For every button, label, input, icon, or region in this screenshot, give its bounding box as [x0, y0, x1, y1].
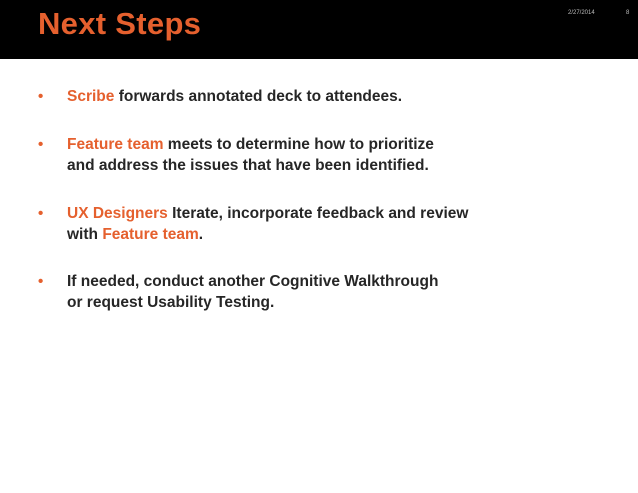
bullet-text: [67, 203, 587, 245]
bullet-line: [67, 271, 587, 292]
ux-designers-label: UX Designers: [67, 205, 168, 222]
bullet-line: [67, 155, 587, 176]
bullet-line-text: or request Usability Testing.: [67, 294, 275, 311]
scribe-label: Scribe: [67, 88, 115, 105]
bullet-line-text: Iterate, incorporate feedback and review: [167, 205, 469, 222]
feature-team-label: Feature team: [102, 226, 199, 243]
bullet-line-text: meets to determine how to prioritize: [163, 136, 434, 153]
slide-title: Next Steps: [38, 6, 202, 41]
bullet-line: [67, 86, 587, 107]
bullet-line-text: with: [67, 226, 103, 243]
bullet-line-text: If needed, conduct another Cognitive Walkthrough: [67, 273, 439, 290]
bullet-line: [67, 224, 587, 245]
bullet-dot-icon: •: [38, 273, 44, 290]
slide-content: [0, 59, 638, 493]
title-bar: [0, 0, 638, 59]
feature-team-label: Feature team: [67, 136, 164, 153]
bullet-dot-icon: •: [38, 88, 44, 105]
bullet-line-text: and address the issues that have been identified.: [67, 157, 429, 174]
bullet-line: [67, 203, 587, 224]
bullet-dot-icon: •: [38, 136, 44, 153]
bullet-line-text: forwards annotated deck to attendees.: [114, 88, 403, 105]
slide-date: 2/27/2014: [568, 10, 595, 16]
bullet-line-text: .: [198, 226, 204, 243]
bullet-line: [67, 292, 587, 313]
bullet-text: [67, 86, 587, 107]
bullet-line: [67, 134, 587, 155]
bullet-dot-icon: •: [38, 205, 44, 222]
bullet-text: [67, 134, 587, 176]
slide-number: 8: [626, 10, 630, 16]
bullet-text: [67, 271, 587, 313]
